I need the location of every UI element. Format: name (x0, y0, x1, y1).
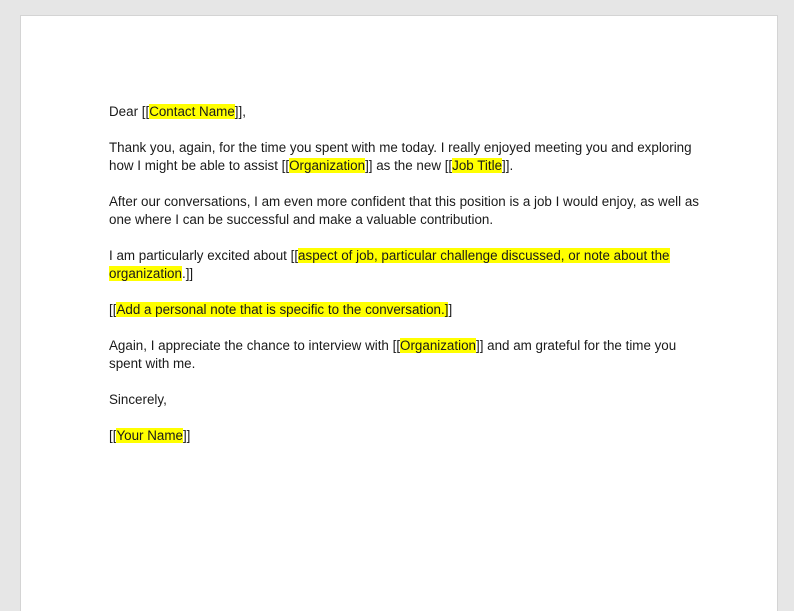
document-page[interactable] (21, 16, 777, 611)
paragraph-appreciation[interactable] (109, 337, 709, 373)
paragraph-confidence[interactable] (109, 193, 709, 229)
paragraph-personal-note-text-2: ] (448, 302, 453, 317)
job-title-placeholder[interactable]: Job Title (452, 158, 503, 173)
paragraph-thank-you-text-2: ]] as the new [[ (365, 158, 453, 173)
salutation-suffix: ]], (234, 104, 246, 119)
your-name-placeholder[interactable]: Your Name (116, 428, 183, 443)
paragraph-excited[interactable] (109, 247, 709, 283)
salutation[interactable] (109, 103, 709, 121)
personal-note-placeholder[interactable]: Add a personal note that is specific to the conversation.] (116, 302, 449, 317)
signature[interactable] (109, 427, 709, 445)
signature-prefix: [[ (109, 428, 117, 443)
paragraph-appreciation-text-1: Again, I appreciate the chance to interview with [[ (109, 338, 401, 353)
paragraph-thank-you-text-3: ]]. (502, 158, 514, 173)
paragraph-personal-note[interactable] (109, 301, 709, 319)
letter-body[interactable] (109, 103, 709, 463)
closing-text: Sincerely, (109, 392, 167, 407)
organization-placeholder-2[interactable]: Organization (400, 338, 476, 353)
paragraph-excited-text-2: .]] (181, 266, 194, 281)
signature-suffix: ]] (182, 428, 191, 443)
paragraph-thank-you[interactable] (109, 139, 709, 175)
paragraph-appreciation-text-2: ]] and am grateful for the time you spent with me. (109, 338, 677, 371)
contact-name-placeholder[interactable]: Contact Name (149, 104, 235, 119)
paragraph-thank-you-text-1: Thank you, again, for the time you spent with me today. I really enjoyed meeting you and exploring how I might be able to assist [[ (109, 140, 692, 173)
aspect-of-job-placeholder[interactable]: aspect of job, particular challenge discussed, or note about the organization (109, 248, 670, 281)
paragraph-personal-note-text-1: [[ (109, 302, 117, 317)
paragraph-excited-text-1: I am particularly excited about [[ (109, 248, 299, 263)
closing[interactable] (109, 391, 709, 409)
organization-placeholder[interactable]: Organization (289, 158, 366, 173)
salutation-prefix: Dear [[ (109, 104, 150, 119)
paragraph-confidence-text: After our conversations, I am even more confident that this position is a job I would enjoy, as well as one where I can be successful and make a valuable contribution. (109, 194, 699, 227)
